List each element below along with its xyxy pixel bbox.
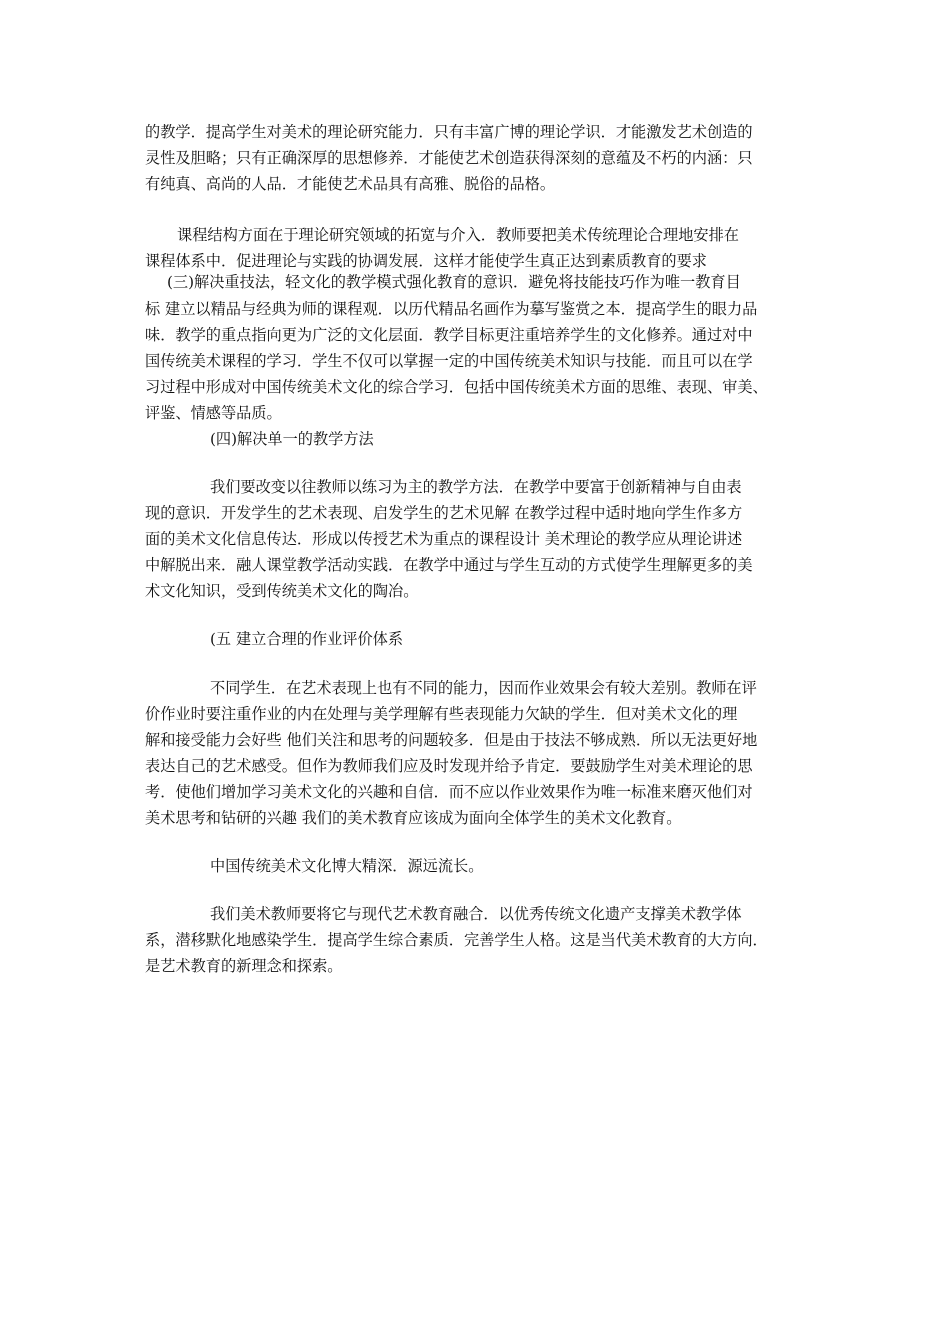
text-line: 考．使他们增加学习美术文化的兴趣和自信．而不应以作业效果作为唯一标准来磨灭他们对 bbox=[145, 783, 753, 801]
text-line: 灵性及胆略；只有正确深厚的思想修养．才能使艺术创造获得深刻的意蕴及不朽的内涵：只 bbox=[145, 149, 753, 167]
text-line: 课程体系中．促进理论与实践的协调发展．这样才能使学生真正达到素质教育的要求 bbox=[145, 252, 707, 270]
text-line: 是艺术教育的新理念和探索。 bbox=[145, 957, 343, 975]
text-line: 美术思考和钻研的兴趣 我们的美术教育应该成为面向全体学生的美术文化教育。 bbox=[145, 809, 682, 827]
text-line: 我们要改变以往教师以练习为主的教学方法．在教学中要富于创新精神与自由表 bbox=[210, 478, 742, 496]
text-line: 现的意识．开发学生的艺术表现、启发学生的艺术见解 在教学过程中适时地向学生作多方 bbox=[145, 504, 743, 522]
text-line: 表达自己的艺术感受。但作为教师我们应及时发现并给予肯定．要鼓励学生对美术理论的思 bbox=[145, 757, 753, 775]
text-line: 术文化知识，受到传统美术文化的陶冶。 bbox=[145, 582, 419, 600]
text-line: 评鉴、情感等品质。 bbox=[145, 404, 282, 422]
section-heading: (四)解决单一的教学方法 bbox=[210, 430, 374, 448]
text-line: 课程结构方面在于理论研究领域的拓宽与介入．教师要把美术传统理论合理地安排在 bbox=[177, 226, 739, 244]
text-line: 中解脱出来．融人课堂教学活动实践．在教学中通过与学生互动的方式使学生理解更多的美 bbox=[145, 556, 753, 574]
text-line: 国传统美术课程的学习．学生不仅可以掌握一定的中国传统美术知识与技能．而且可以在学 bbox=[145, 352, 753, 370]
text-line: 有纯真、高尚的人品．才能使艺术品具有高雅、脱俗的品格。 bbox=[145, 175, 556, 193]
section-heading: (五 建立合理的作业评价体系 bbox=[210, 630, 404, 648]
text-line: 我们美术教师要将它与现代艺术教育融合．以优秀传统文化遗产支撑美术教学体 bbox=[210, 905, 742, 923]
text-line: (三)解决重技法，轻文化的教学模式强化教育的意识．避免将技能技巧作为唯一教育目 bbox=[167, 273, 741, 291]
text-line: 系，潜移默化地感染学生．提高学生综合素质．完善学生人格。这是当代美术教育的大方向． bbox=[145, 931, 768, 949]
text-line: 不同学生．在艺术表现上也有不同的能力，因而作业效果会有较大差别。教师在评 bbox=[210, 679, 757, 697]
text-line: 的教学．提高学生对美术的理论研究能力．只有丰富广博的理论学识．才能激发艺术创造的 bbox=[145, 123, 753, 141]
text-line: 标 建立以精品与经典为师的课程观．以历代精品名画作为摹写鉴赏之本．提高学生的眼力品 bbox=[145, 300, 758, 318]
text-line: 价作业时要注重作业的内在处理与美学理解有些表现能力欠缺的学生．但对美术文化的理 bbox=[145, 705, 738, 723]
text-line: 味．教学的重点指向更为广泛的文化层面．教学目标更注重培养学生的文化修养。通过对中 bbox=[145, 326, 753, 344]
text-line: 面的美术文化信息传达．形成以传授艺术为重点的课程设计 美术理论的教学应从理论讲述 bbox=[145, 530, 743, 548]
text-line: 解和接受能力会好些 他们关注和思考的问题较多．但是由于技法不够成熟．所以无法更好地 bbox=[145, 731, 758, 749]
text-line: 中国传统美术文化博大精深．源远流长。 bbox=[210, 857, 484, 875]
text-line: 习过程中形成对中国传统美术文化的综合学习．包括中国传统美术方面的思维、表现、审美、 bbox=[145, 378, 768, 396]
